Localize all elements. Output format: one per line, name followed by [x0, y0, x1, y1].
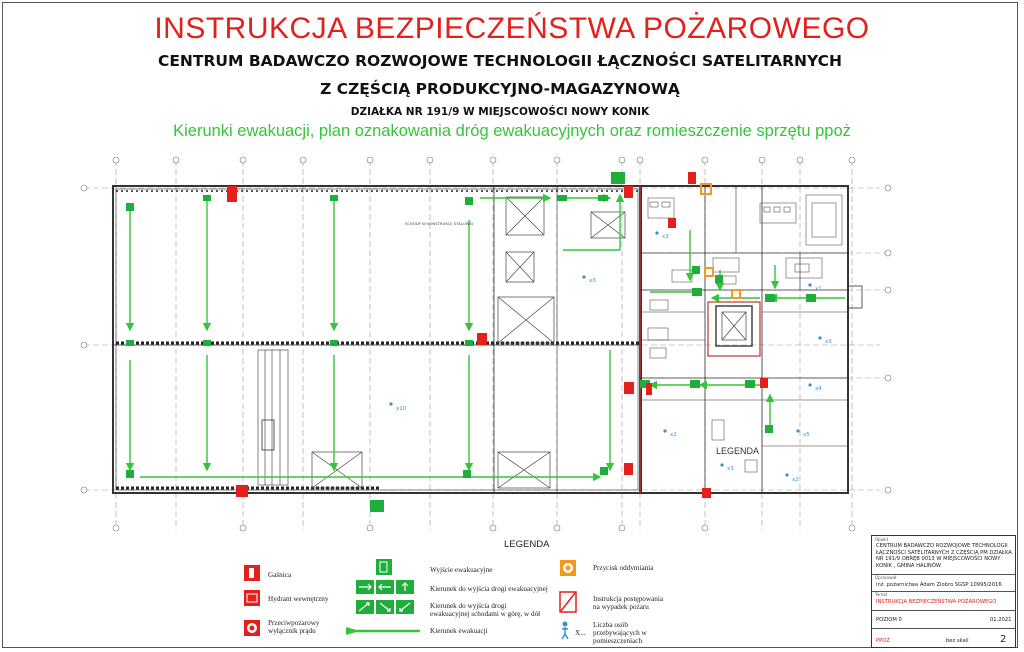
person-count-label: x3: [662, 234, 669, 240]
legend-people-count: Liczba osób przebywających w pomieszczeniach: [593, 621, 647, 645]
person-count-label: x3: [589, 278, 596, 284]
sheet-number: 2: [1000, 634, 1007, 645]
crane-rails: [116, 191, 640, 488]
document-subtitle-line2: Z CZĘŚCIĄ PRODUKCYJNO-MAGAZYNOWĄ: [320, 80, 680, 98]
stairs-up-icon: [356, 600, 374, 614]
person-count-label: x3: [825, 339, 832, 345]
person-icon: [720, 463, 723, 466]
level-text: POZIOM 0: [876, 617, 902, 623]
person-icon: [663, 429, 666, 432]
legend-hydrant: Hydrant wewnętrzny: [268, 595, 329, 603]
evacuation-routes: [130, 195, 845, 477]
subject-text: INSTRUKCJA BEZPIECZEŃSTWA POŻAROWEGO: [876, 599, 997, 605]
author-text: inż. pożarnictwa Adam Ziobro SGSP 10995/2016: [876, 582, 1002, 588]
person-icon: [655, 231, 658, 234]
legend-evac-direction: Kierunek ewakuacji: [430, 627, 488, 635]
person-icon: [796, 429, 799, 432]
legend-people-symbol: X...: [575, 629, 586, 637]
legend-stairs-direction: Kierunek do wyjścia drogi ewakuacyjnej schodami w górę, w dół: [430, 602, 541, 618]
legend-exit: Wyjście ewakuacyjne: [430, 566, 493, 574]
person-count-label: x10: [396, 406, 407, 412]
steel-stairs: [258, 350, 288, 485]
plan-description: Kierunki ewakuacji, plan oznakowania dróg ewakuacyjnych oraz romieszczenie sprzętu ppoż: [173, 122, 851, 140]
scale-text: bez skali: [946, 638, 969, 644]
legend-direction: Kierunek do wyjścia drogi ewakuacyjnej: [430, 585, 548, 593]
branch-text: PPOŻ: [876, 638, 890, 644]
person-count-label: x5: [803, 432, 810, 438]
person-icon: [785, 473, 788, 476]
legend-title: LEGENDA: [504, 539, 550, 550]
hall-note: SCHODY W KONSTRUKCJI STALOWEJ: [405, 221, 474, 226]
person-icon: [808, 283, 811, 286]
date-text: 01.2021: [990, 617, 1012, 623]
legend-smoke-button: Przycisk oddymiania: [593, 564, 654, 572]
person-icon: [389, 402, 392, 405]
author-label: Opracował: [875, 575, 897, 580]
person-icon: [582, 275, 585, 278]
object-label: Obiekt: [875, 537, 889, 542]
document-title: INSTRUKCJA BEZPIECZEŃSTWA POŻAROWEGO: [154, 12, 870, 45]
subject-label: Temat: [875, 592, 888, 597]
person-counts: [389, 231, 832, 483]
legend-fire-instruction: Instrukcja postępowania na wypadek pożaru: [593, 595, 664, 611]
person-count-label: x1: [815, 286, 822, 292]
exit-icon: [376, 559, 392, 575]
parcel-info: DZIAŁKA NR 191/9 W MIEJSCOWOŚCI NOWY KONIK: [350, 106, 650, 118]
legend-power-switch: Przeciwpożarowy wyłącznik prądu: [268, 619, 320, 635]
document-subtitle-line1: CENTRUM BADAWCZO ROZWOJOWE TECHNOLOGII ŁĄCZNOŚCI SATELITARNYCH: [157, 52, 843, 70]
hydrant-icon: [244, 590, 260, 606]
person-count-label: x2: [792, 477, 799, 483]
person-count-label: x3: [727, 466, 734, 472]
person-icon: [808, 383, 811, 386]
person-count-label: x4: [815, 386, 822, 392]
title-block: [871, 535, 1016, 648]
person-count-label: x2: [670, 432, 677, 438]
fire-equipment: [227, 172, 768, 498]
person-icon: [818, 336, 821, 339]
person-count-icon: [563, 622, 568, 627]
legend-inner-label: LEGENDA: [716, 446, 760, 456]
office-furniture: [648, 195, 842, 472]
object-text: CENTRUM BADAWCZO ROZWOJOWE TECHNOLOGII ŁĄCZNOŚCI SATELITARNYCH Z CZĘŚCIĄ PM DZIAŁKA NR 191/9 OBRĘB 0013 W MIEJSCOWOŚCI NOWY KONIK , GMINA HALINÓW: [876, 543, 1012, 569]
legend-extinguisher: Gaśnica: [268, 571, 292, 579]
